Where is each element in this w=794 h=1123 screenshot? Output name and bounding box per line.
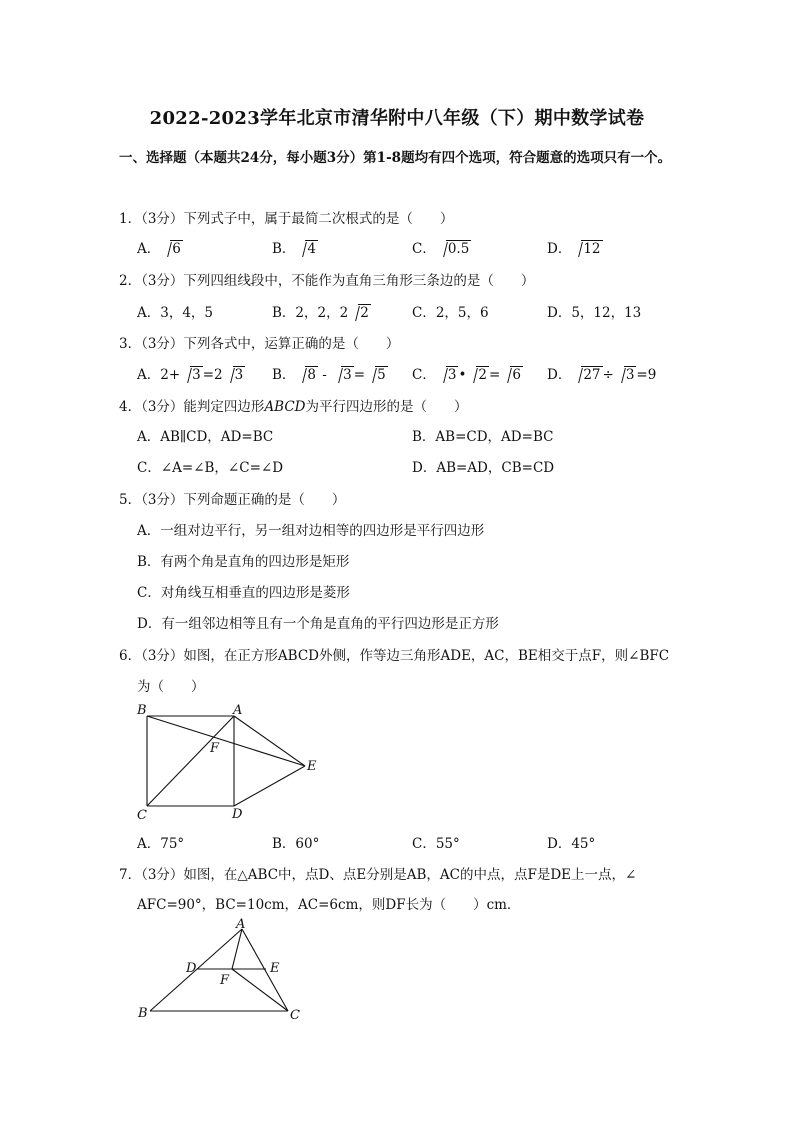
q6-label-c: C — [137, 808, 147, 823]
q6-label-b: B — [137, 703, 147, 718]
question-5-stem: 5．（3分）下列命题正确的是（ ） — [119, 492, 346, 508]
q7-label-c: C — [290, 1008, 300, 1023]
q3-option-a: A．2+ 3 =2 3 — [137, 367, 244, 383]
q4-option-c: C．∠A=∠B，∠C=∠D — [137, 460, 284, 476]
q1-option-a: A． 6 — [137, 241, 181, 257]
q6-square-figure — [130, 698, 330, 824]
q7-label-e: E — [270, 961, 280, 976]
q7-label-f: F — [220, 973, 230, 988]
q3-option-c: C． 3 • 2 = 6 — [412, 367, 521, 383]
question-6-line-1: 6．（3分）如图，在正方形ABCD外侧，作等边三角形ADE，AC，BE相交于点F，则∠BFC — [119, 648, 670, 664]
q7-label-b: B — [138, 1006, 148, 1021]
q2-option-c: C．2，5，6 — [412, 305, 489, 321]
question-6-line-2: 为（ ） — [137, 679, 205, 695]
q7-triangle-figure — [130, 914, 310, 1026]
question-2-stem: 2．（3分）下列四组线段中，不能作为直角三角形三条边的是（ ） — [119, 273, 535, 289]
q6-label-e: E — [307, 759, 317, 774]
q6-label-f: F — [210, 741, 220, 756]
q1-option-c: C． 0.5 — [412, 241, 470, 257]
q3-option-d: D． 27 ÷ 3 =9 — [547, 367, 657, 383]
question-7-line-1: 7．（3分）如图，在△ABC中，点D、点E分别是AB，AC的中点，点F是DE上一点，∠ — [119, 867, 637, 883]
q4-option-d: D．AB=AD，CB=CD — [412, 460, 555, 476]
q4-option-a: A．AB∥CD，AD=BC — [137, 429, 274, 445]
q6-option-c: C．55° — [412, 836, 460, 852]
q5-option-b: B．有两个角是直角的四边形是矩形 — [137, 554, 350, 570]
section-heading: 一、选择题（本题共24分，每小题3分）第1-8题均有四个选项，符合题意的选项只有一个。 — [119, 150, 672, 166]
q6-option-d: D．45° — [547, 836, 596, 852]
question-4-stem: 4．（3分）能判定四边形ABCD为平行四边形的是（ ） — [119, 399, 468, 415]
q1-option-b: B． 4 — [272, 241, 317, 257]
exam-title: 2022-2023学年北京市清华附中八年级（下）期中数学试卷 — [149, 108, 645, 129]
q3-option-b: B． 8 - 3 = 5 — [272, 367, 386, 383]
question-3-stem: 3．（3分）下列各式中，运算正确的是（ ） — [119, 336, 400, 352]
q7-label-d: D — [186, 961, 197, 976]
q1-option-d: D． 12 — [547, 241, 601, 257]
q2-option-a: A．3，4，5 — [137, 305, 214, 321]
q6-label-d: D — [232, 807, 243, 822]
q6-option-b: B．60° — [272, 836, 320, 852]
q2-option-b: B．2，2，2 2 — [272, 305, 369, 321]
q4-option-b: B．AB=CD，AD=BC — [412, 429, 554, 445]
q5-option-d: D．有一组邻边相等且有一个角是直角的平行四边形是正方形 — [137, 616, 499, 632]
q6-option-a: A．75° — [137, 836, 185, 852]
q6-label-a: A — [233, 703, 243, 718]
question-7-line-2: AFC=90°，BC=10cm，AC=6cm，则DF长为（ ）cm． — [137, 897, 521, 913]
q5-option-a: A．一组对边平行，另一组对边相等的四边形是平行四边形 — [137, 523, 485, 539]
q7-label-a: A — [236, 917, 246, 932]
q2-option-d: D．5，12，13 — [547, 305, 642, 321]
q5-option-c: C．对角线互相垂直的四边形是菱形 — [137, 585, 350, 601]
question-1-stem: 1．（3分）下列式子中，属于最简二次根式的是（ ） — [119, 211, 454, 227]
